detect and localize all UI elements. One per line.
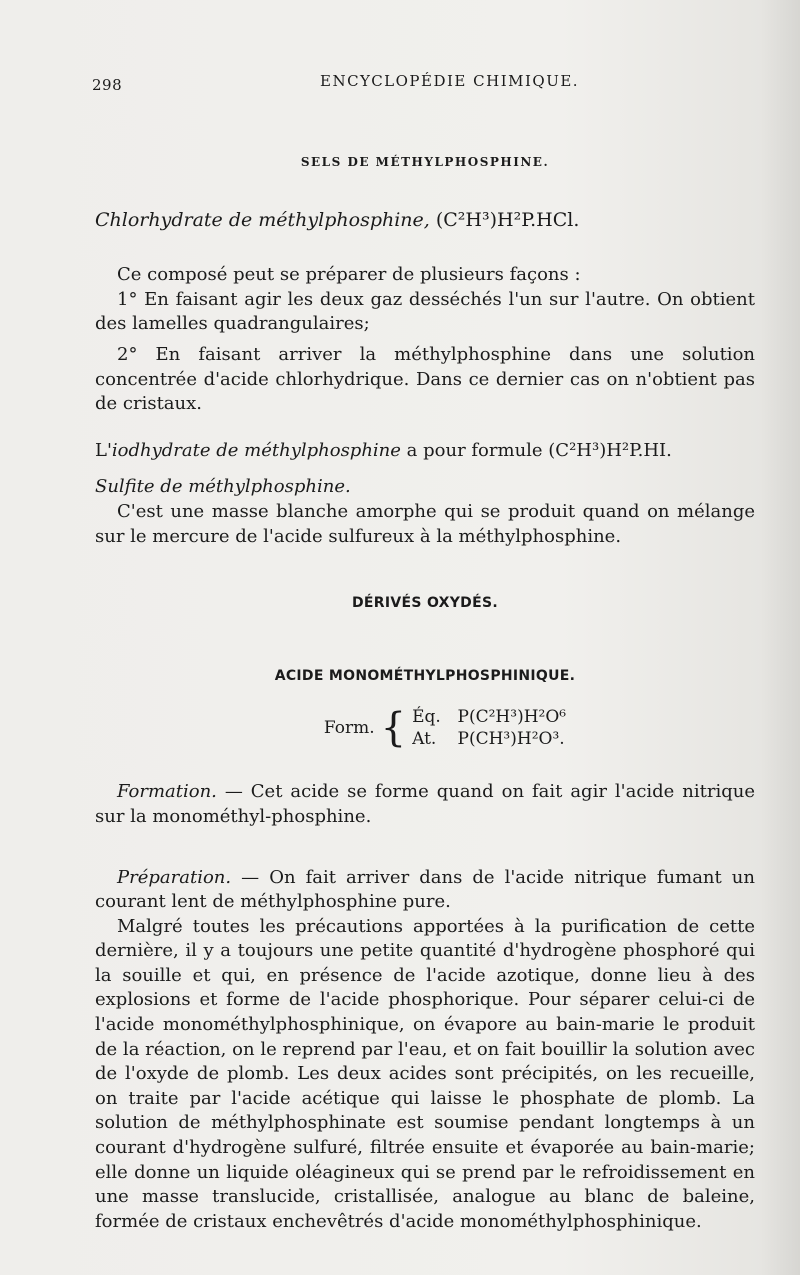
sulfite-text: C'est une masse blanche amorphe qui se produit quand on mélange sur le mercure de l'acide sulfureux à la méthylphosphine. <box>95 500 755 547</box>
chlorhydrate-method-2: 2° En faisant arriver la méthylphosphine dans une solution concentrée d'acide chlorhydrique. Dans ce dernier cas on n'obtient pas de cristaux. <box>95 343 755 415</box>
running-title: ENCYCLOPÉDIE CHIMIQUE. <box>320 72 580 90</box>
formation-paragraph <box>95 780 755 829</box>
page-header <box>92 70 702 92</box>
formula-row-at <box>412 728 566 750</box>
page-edge-shadow <box>760 0 800 1275</box>
chlorhydrate-intro: Ce composé peut se préparer de plusieurs façons : <box>117 264 581 286</box>
section-title: SELS DE MÉTHYLPHOSPHINE. <box>300 155 550 169</box>
iodhydrate-prefix: L' <box>95 439 112 461</box>
formation-text: — Cet acide se forme quand on fait agir l'acide nitrique sur la monométhyl-phosphine. <box>95 781 755 827</box>
page-number: 298 <box>92 76 123 94</box>
formula-rows <box>412 706 566 750</box>
formula-block <box>135 706 755 750</box>
chlorhydrate-title <box>95 208 755 233</box>
formation-label: Formation. <box>117 781 217 803</box>
page-body <box>95 150 755 1234</box>
acide-heading: ACIDE MONOMÉTHYLPHOSPHINIQUE. <box>274 667 576 684</box>
formula-eq-key: Éq. <box>412 707 441 728</box>
chlorhydrate-title-name: Chlorhydrate de méthylphosphine, <box>95 208 430 231</box>
chlorhydrate-method-1: 1° En faisant agir les deux gaz desséchés l'un sur l'autre. On obtient des lamelles quadrangulaires; <box>95 288 755 335</box>
iodhydrate-name: iodhydrate de méthylphosphine <box>111 439 401 461</box>
formula-brace: { <box>380 705 407 752</box>
formula-at-value: P(CH³)H²O³. <box>457 729 565 750</box>
chlorhydrate-title-formula: (C²H³)H²P.HCl. <box>435 208 580 231</box>
formula-eq-value: P(C²H³)H²O⁶ <box>457 707 567 728</box>
preparation-paragraph-2: Malgré toutes les précautions apportées à la purification de cette dernière, il y a toujours une petite quantité d'hydrogène phosphoré qui la souille et qui, en présence de l'acide azotique, donne lieu à des explosions et forme de l'acide phosphorique. Pour séparer celui-ci de l'acide monométhylphosphinique, on évapore au bain-marie le produit de la réaction, on le reprend par l'eau, et on fait bouillir la solution avec de l'oxyde de plomb. Les deux acides sont précipités, on les recueille, on traite par l'acide acétique qui laisse le phosphate de plomb. La solution de méthylphosphinate est soumise pendant longtemps à un courant d'hydrogène sulfuré, filtrée ensuite et évaporée au bain-marie; elle donne un liquide oléagineux qui se prend par le refroidissement en une masse translucide, cristallisée, analogue au blanc de baleine, formée de cristaux enchevêtrés d'acide monométhylphosphinique. <box>95 915 755 1232</box>
preparation-paragraph <box>95 866 755 915</box>
formula-at-key: At. <box>412 729 437 750</box>
iodhydrate-paragraph <box>95 439 755 464</box>
derives-oxydes-heading: DÉRIVÉS OXYDÉS. <box>352 595 498 612</box>
iodhydrate-text: a pour formule (C²H³)H²P.HI. <box>400 439 672 461</box>
sulfite-title: Sulfite de méthylphosphine. <box>95 476 351 498</box>
formula-label: Form. <box>323 718 375 739</box>
preparation-text: — On fait arriver dans de l'acide nitrique fumant un courant lent de méthylphosphine pure. <box>95 866 755 913</box>
formula-row-eq <box>412 706 566 728</box>
preparation-label: Préparation. <box>117 866 232 888</box>
